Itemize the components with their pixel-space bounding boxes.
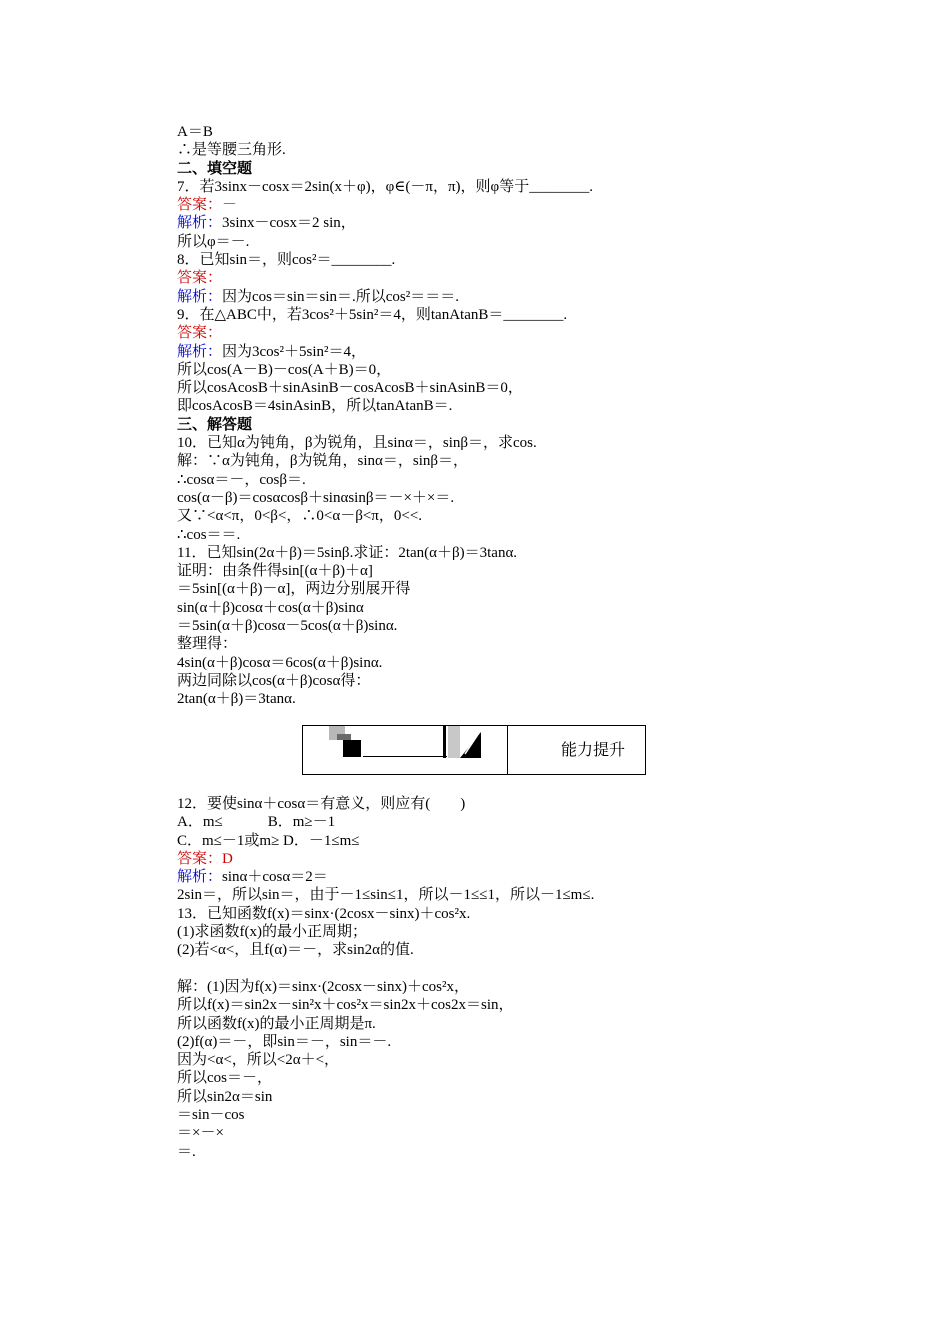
answer-line: 答案： <box>177 270 223 287</box>
text-line: 因为<α<，所以<2α＋<， <box>177 1052 340 1069</box>
text-line: A．m≤ B．m≥－1 <box>177 814 336 831</box>
text-line: ＝×－× <box>177 1125 224 1142</box>
text-line: 12．要使sinα＋cosα＝有意义，则应有( ) <box>177 796 466 812</box>
text-line: C．m≤－1或m≥ D．－1≤m≤ <box>177 832 360 849</box>
text-line: 7．若3sinx－cosx＝2sin(x＋φ)，φ∈(－π，π)，则φ等于________. <box>177 178 593 195</box>
text-line <box>177 214 797 232</box>
text-line: 所以函数f(x)的最小正周期是π. <box>177 1015 376 1032</box>
text-line: 解：(1)因为f(x)＝sinx·(2cosx－sinx)＋cos²x， <box>177 978 469 995</box>
text-line: (1)求函数f(x)的最小正周期； <box>177 924 367 941</box>
top-text-block <box>177 123 797 709</box>
text-line: 2tan(α＋β)＝3tanα. <box>177 691 296 708</box>
document-page-lower <box>177 795 797 1161</box>
analysis-label: 解析： <box>177 288 223 305</box>
text-line: 证明：由条件得sin[(α＋β)＋α] <box>177 563 373 580</box>
text-line: 9．在△ABC中，若3cos²＋5sin²＝4，则tanAtanB＝________. <box>177 306 568 323</box>
analysis-text: 因为cos＝sin＝sin＝.所以cos²＝＝＝. <box>222 288 460 305</box>
text-line: 所以cos＝－， <box>177 1070 272 1087</box>
answer-line: 答案：－ <box>177 197 238 214</box>
document-page <box>177 123 797 709</box>
text-line: 解：∵α为钝角，β为锐角，sinα＝，sinβ＝， <box>177 453 468 470</box>
text-line: 整理得： <box>177 636 238 653</box>
analysis-text: 因为3cos²＋5sin²＝4， <box>222 343 367 360</box>
text-line: 即cosAcosB＝4sinAsinB，所以tanAtanB＝. <box>177 398 453 415</box>
text-line: sin(α＋β)cosα＋cos(α＋β)sinα <box>177 599 364 616</box>
banner-underline <box>363 756 447 757</box>
section-heading: 三、解答题 <box>177 416 253 433</box>
text-line: 10．已知α为钝角，β为锐角，且sinα＝，sinβ＝，求cos. <box>177 435 537 452</box>
text-line: 又∵<α<π，0<β<，∴0<α－β<π，0<<. <box>177 508 423 525</box>
answer-line: 答案： <box>177 325 223 342</box>
text-line: 所以φ＝－. <box>177 233 250 250</box>
section-banner <box>302 725 646 775</box>
text-line: ＝sin－cos <box>177 1107 245 1124</box>
text-line: (2)f(α)＝－，即sin＝－，sin＝－. <box>177 1033 392 1050</box>
banner-divider <box>507 726 508 774</box>
text-line <box>177 343 797 361</box>
text-line: ∴cosα＝－，cosβ＝. <box>177 471 306 488</box>
text-line: 11．已知sin(2α＋β)＝5sinβ.求证：2tan(α＋β)＝3tanα. <box>177 544 518 561</box>
text-line: (2)若<α<，且f(α)＝－，求sin2α的值. <box>177 942 414 959</box>
text-line <box>177 868 797 886</box>
text-line: ∴是等腰三角形. <box>177 142 286 159</box>
section-heading: 二、填空题 <box>177 160 253 177</box>
text-line <box>177 288 797 306</box>
text-line: ＝5sin[(α＋β)－α]，两边分别展开得 <box>177 581 411 598</box>
analysis-label: 解析： <box>177 343 223 360</box>
text-line: 所以sin2α＝sin <box>177 1088 273 1105</box>
text-line: 所以cos(A－B)－cos(A＋B)＝0， <box>177 361 392 378</box>
analysis-text: 3sinx－cosx＝2 sin， <box>222 215 356 232</box>
text-line: cos(α－β)＝cosαcosβ＋sinαsinβ＝－×＋×＝. <box>177 489 455 506</box>
decorative-pen-icon <box>443 726 481 758</box>
analysis-label: 解析： <box>177 869 223 886</box>
text-line: ＝5sin(α＋β)cosα－5cos(α＋β)sinα. <box>177 618 398 635</box>
text-line: ＝. <box>177 1143 196 1160</box>
text-line: 8．已知sin＝，则cos²＝________. <box>177 252 396 269</box>
text-line: A＝B <box>177 124 213 140</box>
bottom-text-block <box>177 795 797 1161</box>
analysis-label: 解析： <box>177 215 223 232</box>
text-line: 13．已知函数f(x)＝sinx·(2cosx－sinx)＋cos²x. <box>177 905 471 922</box>
section-title: 能力提升 <box>561 742 626 759</box>
answer-line: 答案：D <box>177 850 233 867</box>
text-line: 4sin(α＋β)cosα＝6cos(α＋β)sinα. <box>177 654 383 671</box>
text-line: 所以f(x)＝sin2x－sin²x＋cos²x＝sin2x＋cos2x＝sin， <box>177 997 514 1014</box>
text-line: 两边同除以cos(α＋β)cosα得： <box>177 672 371 689</box>
blank-line <box>177 960 797 978</box>
text-line: 所以cosAcosB＋sinAsinB－cosAcosB＋sinAsinB＝0， <box>177 380 523 397</box>
analysis-text: sinα＋cosα＝2＝ <box>222 869 328 886</box>
text-line: 2sin＝，所以sin＝，由于－1≤sin≤1，所以－1≤≤1，所以－1≤m≤. <box>177 887 595 904</box>
text-line: ∴cos＝＝. <box>177 526 241 543</box>
decorative-squares-icon <box>329 726 365 758</box>
